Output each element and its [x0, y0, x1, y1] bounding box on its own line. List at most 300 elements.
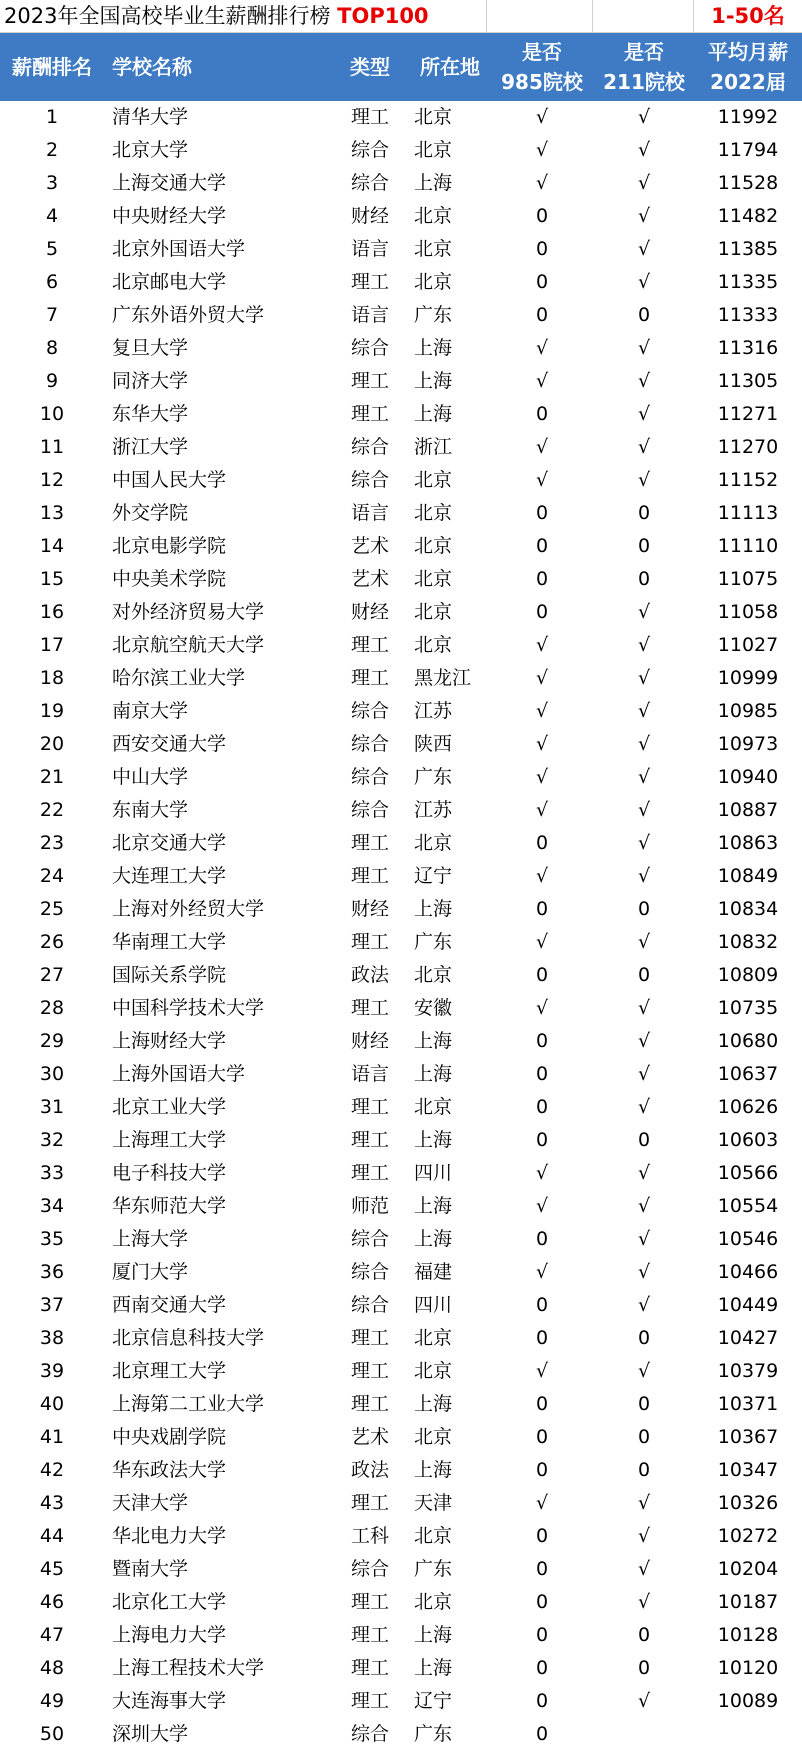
header-985: 是否 985院校: [501, 40, 583, 94]
cell-location: 江苏: [414, 700, 453, 722]
cell-school-name: 浙江大学: [112, 436, 189, 458]
cell-rank: 40: [39, 1393, 65, 1415]
table-row[interactable]: [0, 1223, 802, 1256]
cell-school-name: 北京工业大学: [112, 1096, 227, 1118]
cell-985: 0: [535, 601, 549, 623]
cell-type: 理工: [350, 634, 389, 656]
cell-school-name: 华北电力大学: [112, 1525, 227, 1547]
cell-salary: 10809: [717, 964, 779, 986]
table-row[interactable]: [0, 1520, 802, 1553]
cell-rank: 29: [39, 1030, 65, 1052]
table-row[interactable]: [0, 1025, 802, 1058]
cell-type: 工科: [350, 1525, 389, 1547]
cell-rank: 48: [39, 1657, 65, 1679]
cell-985: 0: [535, 898, 549, 920]
cell-location: 上海: [414, 1030, 453, 1052]
cell-211: √: [637, 1195, 651, 1217]
table-row[interactable]: [0, 893, 802, 926]
cell-location: 北京: [414, 271, 453, 293]
cell-school-name: 中央美术学院: [112, 568, 227, 590]
cell-211: 0: [637, 535, 651, 557]
cell-211: 0: [637, 502, 651, 524]
table-row[interactable]: [0, 1058, 802, 1091]
header-rank: 薪酬排名: [12, 55, 92, 79]
cell-location: 北京: [414, 1525, 453, 1547]
cell-location: 上海: [414, 1063, 453, 1085]
table-row[interactable]: [0, 1091, 802, 1124]
cell-type: 理工: [350, 667, 389, 689]
cell-school-name: 中央戏剧学院: [112, 1426, 227, 1448]
table-row[interactable]: [0, 761, 802, 794]
cell-salary: 10566: [717, 1162, 779, 1184]
cell-location: 北京: [414, 1096, 453, 1118]
cell-type: 综合: [350, 469, 389, 491]
cell-school-name: 外交学院: [112, 502, 189, 524]
table-row[interactable]: [0, 728, 802, 761]
table-row[interactable]: [0, 1619, 802, 1652]
cell-school-name: 复旦大学: [112, 337, 189, 359]
cell-type: 艺术: [350, 1426, 389, 1448]
table-row[interactable]: [0, 695, 802, 728]
cell-type: 综合: [350, 766, 389, 788]
cell-salary: 11305: [717, 370, 779, 392]
cell-type: 综合: [350, 700, 389, 722]
cell-rank: 19: [39, 700, 65, 722]
cell-location: 北京: [414, 1327, 453, 1349]
cell-type: 语言: [350, 1063, 389, 1085]
cell-rank: 10: [39, 403, 65, 425]
cell-985: 0: [535, 1294, 549, 1316]
cell-211: √: [637, 370, 651, 392]
table-row[interactable]: [0, 167, 802, 200]
cell-location: 上海: [414, 370, 453, 392]
cell-type: 政法: [350, 964, 389, 986]
table-row[interactable]: [0, 530, 802, 563]
cell-school-name: 华南理工大学: [112, 931, 227, 953]
cell-211: √: [637, 337, 651, 359]
cell-salary: 10680: [717, 1030, 779, 1052]
cell-rank: 15: [39, 568, 65, 590]
cell-type: 语言: [350, 238, 389, 260]
cell-type: 理工: [350, 1492, 389, 1514]
cell-location: 江苏: [414, 799, 453, 821]
cell-rank: 36: [39, 1261, 65, 1283]
table-row[interactable]: [0, 1124, 802, 1157]
cell-985: √: [535, 370, 549, 392]
table-row[interactable]: [0, 266, 802, 299]
cell-school-name: 北京邮电大学: [112, 271, 227, 293]
cell-985: √: [535, 700, 549, 722]
cell-school-name: 上海大学: [112, 1228, 189, 1250]
cell-211: √: [637, 865, 651, 887]
cell-211: √: [637, 469, 651, 491]
cell-211: 0: [637, 898, 651, 920]
cell-type: 理工: [350, 1624, 389, 1646]
cell-211: √: [637, 1525, 651, 1547]
cell-school-name: 深圳大学: [112, 1723, 189, 1745]
table-row[interactable]: [0, 1487, 802, 1520]
cell-location: 上海: [414, 1459, 453, 1481]
table-row[interactable]: [0, 1685, 802, 1718]
cell-985: 0: [535, 568, 549, 590]
cell-type: 理工: [350, 370, 389, 392]
cell-211: 0: [637, 1327, 651, 1349]
cell-location: 北京: [414, 502, 453, 524]
cell-location: 北京: [414, 535, 453, 557]
cell-211: √: [637, 436, 651, 458]
cell-type: 师范: [350, 1195, 389, 1217]
table-row[interactable]: [0, 1553, 802, 1586]
cell-location: 上海: [414, 1657, 453, 1679]
table-row[interactable]: [0, 299, 802, 332]
cell-985: 0: [535, 271, 549, 293]
cell-rank: 46: [39, 1591, 65, 1613]
cell-location: 四川: [414, 1294, 453, 1316]
cell-school-name: 电子科技大学: [112, 1162, 227, 1184]
cell-985: √: [535, 931, 549, 953]
cell-type: 综合: [350, 733, 389, 755]
cell-location: 上海: [414, 172, 453, 194]
cell-985: √: [535, 469, 549, 491]
cell-location: 广东: [414, 1558, 453, 1580]
cell-211: √: [637, 733, 651, 755]
cell-location: 上海: [414, 337, 453, 359]
cell-985: √: [535, 106, 549, 128]
table-row[interactable]: [0, 497, 802, 530]
cell-211: 0: [637, 1393, 651, 1415]
cell-type: 理工: [350, 1591, 389, 1613]
cell-985: 0: [535, 1723, 549, 1745]
cell-type: 理工: [350, 106, 389, 128]
cell-rank: 23: [39, 832, 65, 854]
table-row[interactable]: [0, 662, 802, 695]
cell-985: 0: [535, 964, 549, 986]
table-row[interactable]: [0, 101, 802, 134]
cell-rank: 4: [45, 205, 59, 227]
cell-salary: 10735: [717, 997, 779, 1019]
cell-location: 黑龙江: [414, 667, 472, 689]
cell-985: √: [535, 1360, 549, 1382]
cell-211: √: [637, 601, 651, 623]
cell-location: 北京: [414, 964, 453, 986]
cell-rank: 16: [39, 601, 65, 623]
cell-salary: 11152: [717, 469, 779, 491]
cell-rank: 42: [39, 1459, 65, 1481]
cell-school-name: 北京信息科技大学: [112, 1327, 265, 1349]
cell-rank: 28: [39, 997, 65, 1019]
header-name: 学校名称: [112, 55, 192, 79]
cell-985: 0: [535, 403, 549, 425]
table-row[interactable]: [0, 1322, 802, 1355]
cell-rank: 33: [39, 1162, 65, 1184]
header-location: 所在地: [420, 55, 480, 79]
cell-location: 广东: [414, 1723, 453, 1745]
cell-location: 北京: [414, 601, 453, 623]
cell-school-name: 上海理工大学: [112, 1129, 227, 1151]
table-row[interactable]: [0, 1586, 802, 1619]
cell-location: 广东: [414, 304, 453, 326]
table-row[interactable]: [0, 464, 802, 497]
cell-985: 0: [535, 238, 549, 260]
cell-location: 北京: [414, 1360, 453, 1382]
cell-school-name: 上海第二工业大学: [112, 1393, 265, 1415]
cell-salary: 10379: [717, 1360, 779, 1382]
table-row[interactable]: [0, 1157, 802, 1190]
cell-salary: 11110: [717, 535, 779, 557]
header-211: 是否 211院校: [603, 40, 685, 94]
cell-rank: 12: [39, 469, 65, 491]
cell-salary: 11271: [717, 403, 779, 425]
cell-salary: 10887: [717, 799, 779, 821]
cell-salary: 10999: [717, 667, 779, 689]
cell-rank: 14: [39, 535, 65, 557]
cell-salary: 10187: [717, 1591, 779, 1613]
table-row[interactable]: [0, 233, 802, 266]
cell-school-name: 广东外语外贸大学: [112, 304, 265, 326]
cell-salary: 11316: [717, 337, 779, 359]
cell-salary: 10637: [717, 1063, 779, 1085]
cell-school-name: 上海交通大学: [112, 172, 227, 194]
cell-985: 0: [535, 1030, 549, 1052]
table-row[interactable]: [0, 563, 802, 596]
cell-985: 0: [535, 1063, 549, 1085]
cell-location: 上海: [414, 1129, 453, 1151]
cell-type: 财经: [350, 1030, 389, 1052]
cell-type: 理工: [350, 997, 389, 1019]
cell-location: 上海: [414, 1624, 453, 1646]
cell-school-name: 北京化工大学: [112, 1591, 227, 1613]
cell-school-name: 北京外国语大学: [112, 238, 246, 260]
cell-salary: 10834: [717, 898, 779, 920]
cell-211: √: [637, 766, 651, 788]
cell-location: 北京: [414, 634, 453, 656]
cell-salary: 11482: [717, 205, 779, 227]
table-row[interactable]: [0, 134, 802, 167]
cell-211: 0: [637, 304, 651, 326]
cell-type: 综合: [350, 1558, 389, 1580]
cell-211: √: [637, 106, 651, 128]
cell-salary: 10626: [717, 1096, 779, 1118]
cell-salary: 10546: [717, 1228, 779, 1250]
cell-school-name: 厦门大学: [112, 1261, 189, 1283]
cell-school-name: 大连理工大学: [112, 865, 227, 887]
table-row[interactable]: [0, 860, 802, 893]
cell-rank: 47: [39, 1624, 65, 1646]
cell-location: 广东: [414, 931, 453, 953]
cell-985: 0: [535, 535, 549, 557]
cell-211: √: [637, 172, 651, 194]
header-salary: 平均月薪 2022届: [708, 40, 788, 94]
cell-school-name: 华东政法大学: [112, 1459, 227, 1481]
cell-type: 综合: [350, 1723, 389, 1745]
cell-salary: 10120: [717, 1657, 779, 1679]
cell-rank: 31: [39, 1096, 65, 1118]
table-row[interactable]: [0, 365, 802, 398]
cell-985: 0: [535, 304, 549, 326]
cell-rank: 49: [39, 1690, 65, 1712]
cell-211: 0: [637, 568, 651, 590]
title-highlight: TOP100: [337, 4, 429, 28]
cell-211: √: [637, 1261, 651, 1283]
cell-location: 福建: [414, 1261, 453, 1283]
table-row[interactable]: [0, 992, 802, 1025]
cell-type: 理工: [350, 1393, 389, 1415]
cell-211: √: [637, 1162, 651, 1184]
cell-salary: 10367: [717, 1426, 779, 1448]
cell-type: 理工: [350, 1096, 389, 1118]
cell-985: 0: [535, 1525, 549, 1547]
cell-salary: 10128: [717, 1624, 779, 1646]
table-row[interactable]: [0, 1289, 802, 1322]
table-row[interactable]: [0, 1652, 802, 1685]
cell-rank: 39: [39, 1360, 65, 1382]
cell-985: 0: [535, 1558, 549, 1580]
cell-rank: 20: [39, 733, 65, 755]
table-row[interactable]: [0, 1355, 802, 1388]
cell-location: 北京: [414, 139, 453, 161]
cell-rank: 38: [39, 1327, 65, 1349]
cell-985: 0: [535, 1327, 549, 1349]
table-row[interactable]: [0, 596, 802, 629]
cell-211: √: [637, 271, 651, 293]
cell-211: √: [637, 1492, 651, 1514]
cell-school-name: 北京电影学院: [112, 535, 227, 557]
cell-211: √: [637, 1360, 651, 1382]
table-row[interactable]: [0, 629, 802, 662]
cell-salary: 10449: [717, 1294, 779, 1316]
cell-location: 上海: [414, 898, 453, 920]
cell-salary: 10089: [717, 1690, 779, 1712]
cell-rank: 22: [39, 799, 65, 821]
cell-211: √: [637, 832, 651, 854]
cell-211: √: [637, 1294, 651, 1316]
cell-type: 综合: [350, 1228, 389, 1250]
cell-type: 综合: [350, 436, 389, 458]
cell-type: 综合: [350, 139, 389, 161]
cell-rank: 41: [39, 1426, 65, 1448]
cell-985: √: [535, 1492, 549, 1514]
cell-985: 0: [535, 1657, 549, 1679]
cell-salary: 11794: [717, 139, 779, 161]
cell-985: 0: [535, 205, 549, 227]
cell-school-name: 清华大学: [112, 106, 189, 128]
cell-rank: 5: [45, 238, 59, 260]
table-row[interactable]: [0, 794, 802, 827]
cell-location: 北京: [414, 1426, 453, 1448]
table-row[interactable]: [0, 827, 802, 860]
cell-school-name: 北京交通大学: [112, 832, 227, 854]
table-row[interactable]: [0, 1388, 802, 1421]
empty-cell[interactable]: [592, 0, 693, 33]
cell-211: √: [637, 799, 651, 821]
cell-school-name: 天津大学: [112, 1492, 189, 1514]
cell-985: √: [535, 172, 549, 194]
cell-985: √: [535, 733, 549, 755]
cell-rank: 6: [45, 271, 59, 293]
cell-985: 0: [535, 1426, 549, 1448]
cell-rank: 45: [39, 1558, 65, 1580]
cell-211: √: [637, 931, 651, 953]
cell-rank: 37: [39, 1294, 65, 1316]
table-row[interactable]: [0, 332, 802, 365]
cell-985: √: [535, 436, 549, 458]
cell-type: 理工: [350, 1162, 389, 1184]
cell-rank: 24: [39, 865, 65, 887]
cell-985: √: [535, 1162, 549, 1184]
cell-school-name: 大连海事大学: [112, 1690, 227, 1712]
cell-985: 0: [535, 1129, 549, 1151]
cell-type: 综合: [350, 1261, 389, 1283]
table-row[interactable]: [0, 200, 802, 233]
empty-cell[interactable]: [486, 0, 592, 33]
cell-rank: 32: [39, 1129, 65, 1151]
cell-type: 综合: [350, 799, 389, 821]
table-row[interactable]: [0, 1421, 802, 1454]
cell-school-name: 中国科学技术大学: [112, 997, 265, 1019]
cell-location: 北京: [414, 469, 453, 491]
cell-school-name: 对外经济贸易大学: [112, 601, 265, 623]
cell-rank: 17: [39, 634, 65, 656]
cell-211: √: [637, 1096, 651, 1118]
table-header: [0, 33, 802, 101]
cell-school-name: 上海对外经贸大学: [112, 898, 265, 920]
cell-985: √: [535, 799, 549, 821]
cell-985: 0: [535, 1459, 549, 1481]
cell-salary: 10603: [717, 1129, 779, 1151]
cell-school-name: 中山大学: [112, 766, 189, 788]
cell-211: √: [637, 634, 651, 656]
cell-location: 辽宁: [414, 865, 453, 887]
cell-salary: 11113: [717, 502, 779, 524]
cell-type: 艺术: [350, 568, 389, 590]
table-row[interactable]: [0, 1454, 802, 1487]
cell-location: 上海: [414, 1195, 453, 1217]
cell-211: √: [637, 1063, 651, 1085]
cell-rank: 44: [39, 1525, 65, 1547]
cell-type: 财经: [350, 205, 389, 227]
cell-salary: 11385: [717, 238, 779, 260]
cell-salary: 10554: [717, 1195, 779, 1217]
cell-985: √: [535, 139, 549, 161]
cell-rank: 50: [39, 1723, 65, 1745]
cell-location: 陕西: [414, 733, 453, 755]
table-row[interactable]: [0, 1190, 802, 1223]
cell-type: 理工: [350, 1327, 389, 1349]
cell-211: √: [637, 1228, 651, 1250]
cell-salary: 10466: [717, 1261, 779, 1283]
cell-location: 安徽: [414, 997, 453, 1019]
cell-salary: 11027: [717, 634, 779, 656]
cell-211: √: [637, 139, 651, 161]
cell-school-name: 西安交通大学: [112, 733, 227, 755]
cell-school-name: 东南大学: [112, 799, 189, 821]
cell-salary: 11333: [717, 304, 779, 326]
table-row[interactable]: [0, 1256, 802, 1289]
cell-type: 综合: [350, 172, 389, 194]
table-row[interactable]: [0, 398, 802, 431]
cell-salary: 10272: [717, 1525, 779, 1547]
table-row[interactable]: [0, 431, 802, 464]
table-row[interactable]: [0, 1718, 802, 1751]
cell-school-name: 哈尔滨工业大学: [112, 667, 246, 689]
cell-985: 0: [535, 1624, 549, 1646]
cell-985: √: [535, 997, 549, 1019]
cell-school-name: 华东师范大学: [112, 1195, 227, 1217]
table-row[interactable]: [0, 959, 802, 992]
table-row[interactable]: [0, 926, 802, 959]
cell-985: √: [535, 1195, 549, 1217]
cell-location: 上海: [414, 1393, 453, 1415]
